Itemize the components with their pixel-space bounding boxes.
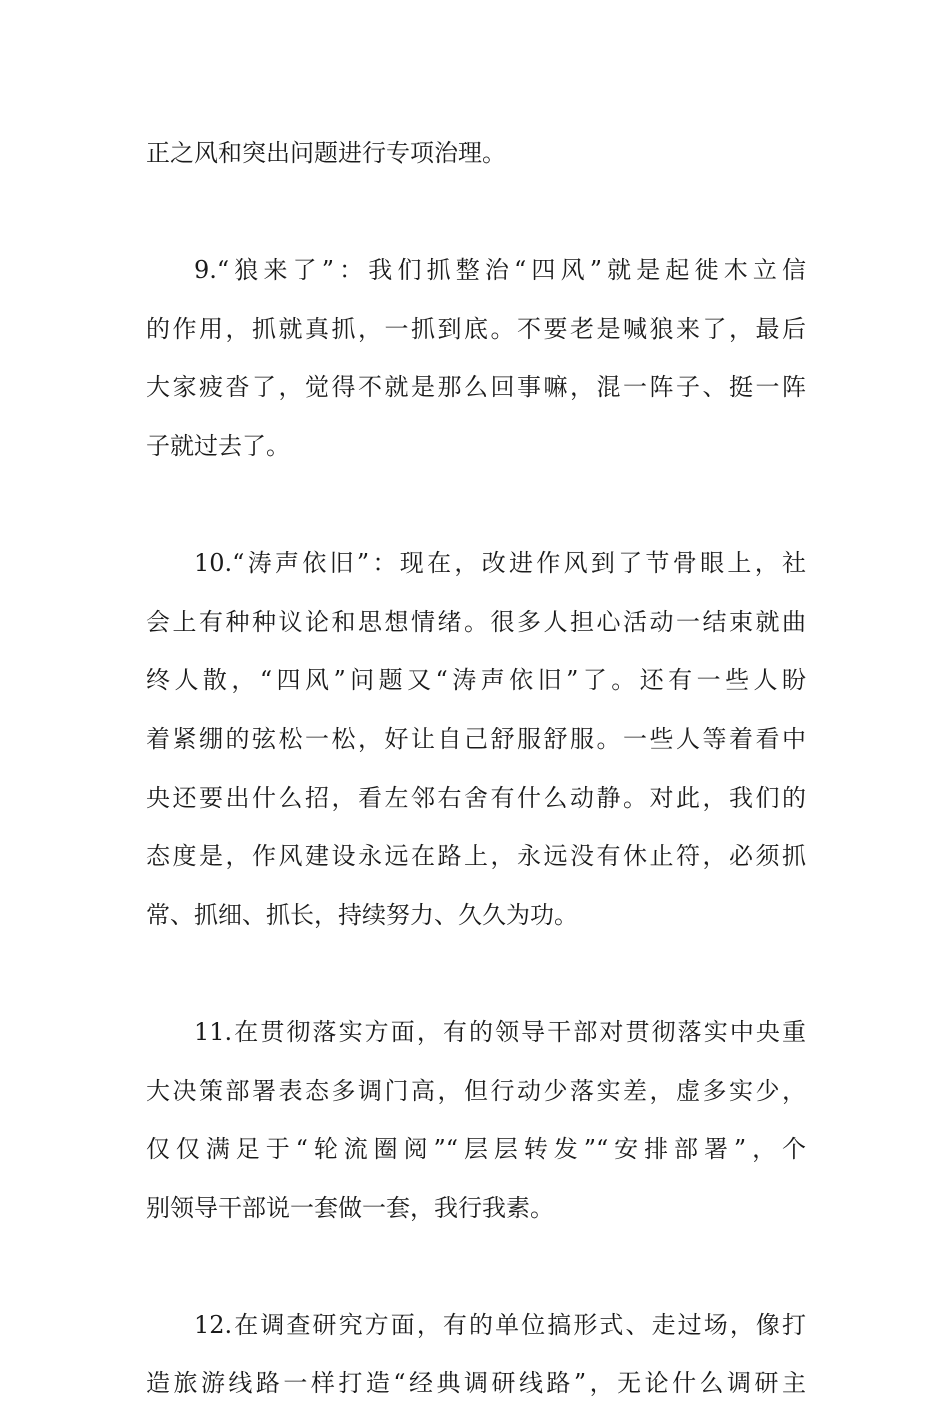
paragraph-gap (146, 183, 806, 242)
paragraph-12 (146, 1296, 806, 1413)
paragraph-0 (146, 124, 806, 183)
text-line: 造旅游线路一样打造“经典调研线路”，无论什么调研主 (146, 1369, 806, 1398)
text-line: 大决策部署表态多调门高，但行动少落实差，虚多实少， (146, 1076, 806, 1105)
paragraph-gap (146, 1237, 806, 1296)
text-line: 子就过去了。 (146, 431, 290, 460)
text-line: 11.在贯彻落实方面，有的领导干部对贯彻落实中央重 (194, 1017, 806, 1046)
text-line: 9.“狼来了”：我们抓整治“四风”就是起徙木立信 (194, 256, 806, 285)
paragraph-gap (146, 944, 806, 1003)
text-line: 央还要出什么招，看左邻右舍有什么动静。对此，我们的 (146, 783, 806, 812)
text-line: 别领导干部说一套做一套，我行我素。 (146, 1193, 554, 1222)
document-body (146, 124, 806, 1413)
text-line: 会上有种种议论和思想情绪。很多人担心活动一结束就曲 (146, 607, 806, 636)
paragraph-9 (146, 241, 806, 475)
text-line: 终人散，“四风”问题又“涛声依旧”了。还有一些人盼 (146, 666, 806, 695)
text-line: 大家疲沓了，觉得不就是那么回事嘛，混一阵子、挺一阵 (146, 373, 806, 402)
text-line: 常、抓细、抓长，持续努力、久久为功。 (146, 900, 578, 929)
text-line: 着紧绷的弦松一松，好让自己舒服舒服。一些人等着看中 (146, 724, 806, 753)
text-line: 的作用，抓就真抓，一抓到底。不要老是喊狼来了，最后 (146, 314, 806, 343)
paragraph-10 (146, 534, 806, 944)
text-line: 10.“涛声依旧”：现在，改进作风到了节骨眼上，社 (194, 549, 806, 578)
text-line: 仅仅满足于“轮流圈阅”“层层转发”“安排部署”，个 (146, 1135, 806, 1164)
text-line: 态度是，作风建设永远在路上，永远没有休止符，必须抓 (146, 842, 806, 871)
text-line: 正之风和突出问题进行专项治理。 (146, 139, 506, 167)
paragraph-gap (146, 476, 806, 535)
paragraph-11 (146, 1003, 806, 1237)
text-line: 12.在调查研究方面，有的单位搞形式、走过场，像打 (194, 1310, 806, 1339)
